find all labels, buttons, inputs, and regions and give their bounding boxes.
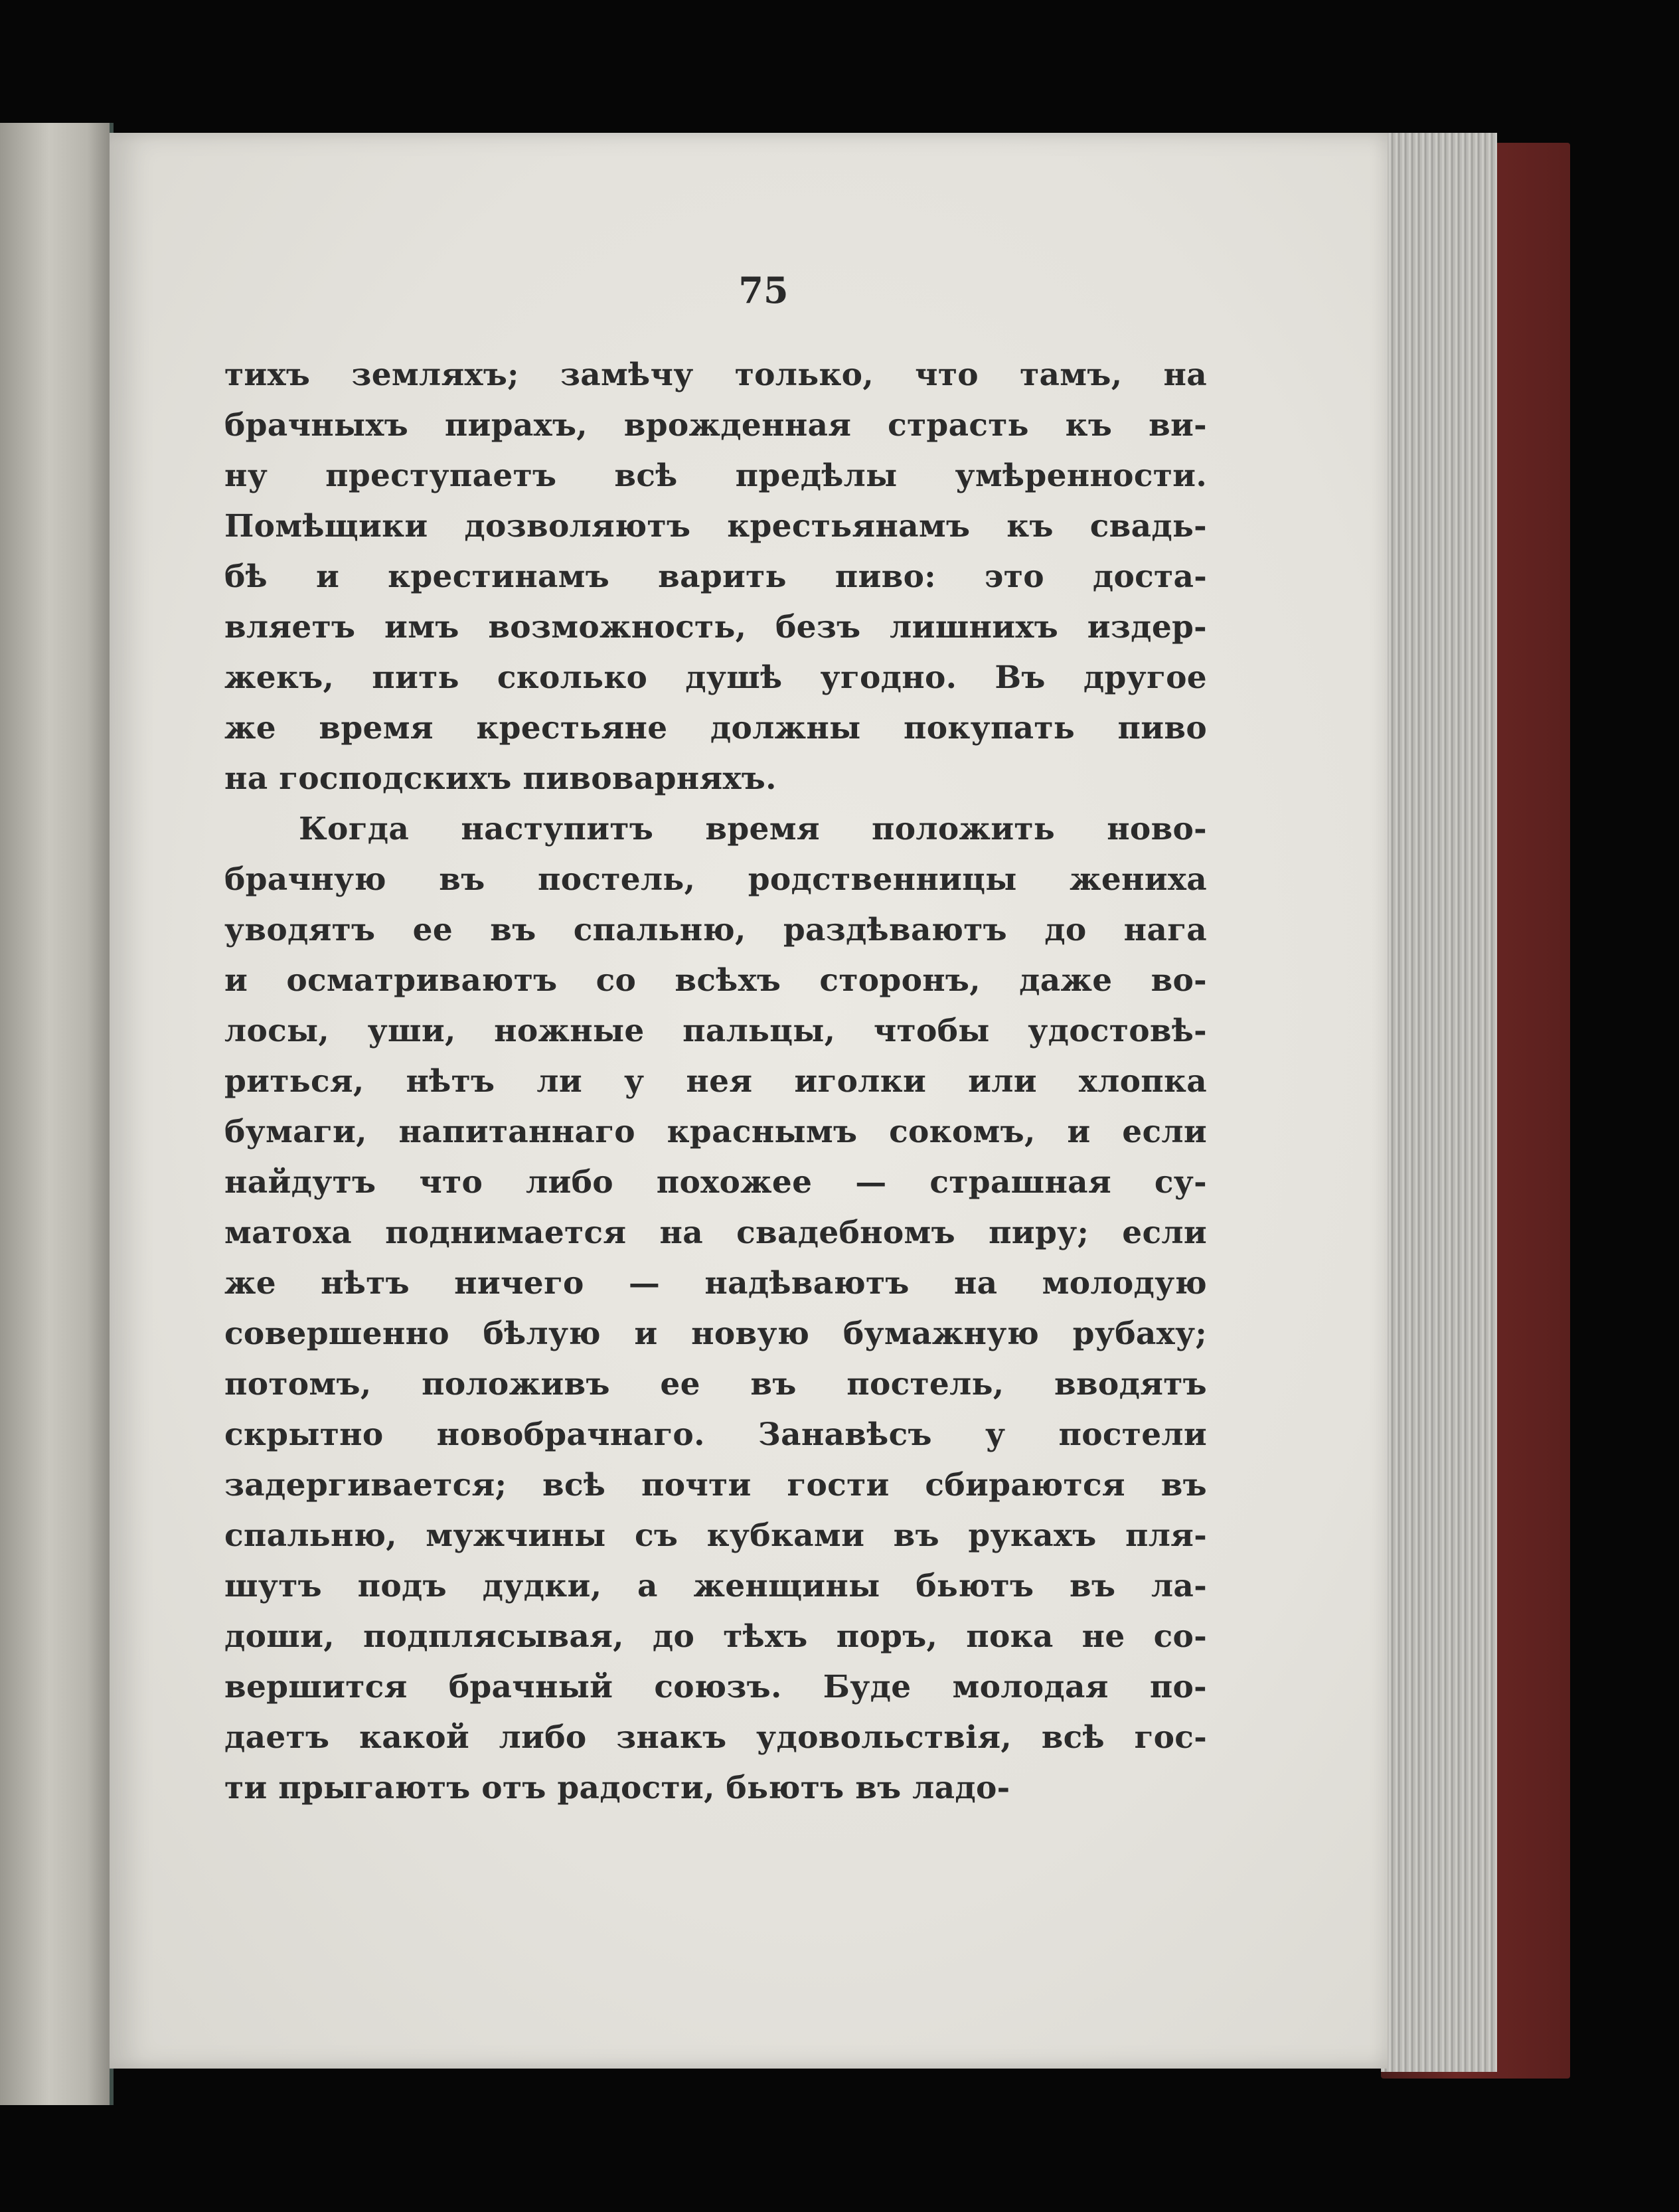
text-line: ти прыгаютъ отъ радости, бьютъ въ ладо- xyxy=(224,1770,1010,1806)
page-edges xyxy=(1381,133,1497,2072)
text-line: Помѣщики дозволяютъ крестьянамъ къ свадь- xyxy=(224,508,1207,545)
paragraph xyxy=(224,804,1207,1814)
text-line: бумаги, напитаннаго краснымъ сокомъ, и если xyxy=(224,1114,1207,1150)
text-line: на господскихъ пивоварняхъ. xyxy=(224,760,777,797)
text-line: потомъ, положивъ ее въ постель, вводятъ xyxy=(224,1366,1207,1403)
text-line: ну преступаетъ всѣ предѣлы умѣренности. xyxy=(224,458,1207,494)
text-line: брачную въ постель, родственницы жениха xyxy=(224,861,1207,898)
text-line: же нѣтъ ничего — надѣваютъ на молодую xyxy=(224,1265,1207,1302)
text-line: совершенно бѣлую и новую бумажную рубаху; xyxy=(224,1316,1207,1352)
text-line: жекъ, пить сколько душѣ угодно. Въ другое xyxy=(224,659,1207,696)
page-number: 75 xyxy=(738,269,789,311)
left-page-edge xyxy=(0,123,114,2105)
text-line: спальню, мужчины съ кубками въ рукахъ пля- xyxy=(224,1517,1207,1554)
text-line: матоха поднимается на свадебномъ пиру; если xyxy=(224,1215,1207,1251)
book-page xyxy=(110,133,1388,2069)
text-line: же время крестьяне должны покупать пиво xyxy=(224,710,1207,746)
text-line: брачныхъ пирахъ, врожденная страсть къ ви- xyxy=(224,407,1207,444)
text-line: риться, нѣтъ ли у нея иголки или хлопка xyxy=(224,1063,1207,1100)
text-line: даетъ какой либо знакъ удовольствія, всѣ гос- xyxy=(224,1719,1207,1756)
text-line: найдутъ что либо похожее — страшная су- xyxy=(224,1164,1207,1201)
text-line: уводятъ ее въ спальню, раздѣваютъ до нага xyxy=(224,912,1207,948)
text-line: лосы, уши, ножные пальцы, чтобы удостовѣ- xyxy=(224,1013,1207,1049)
text-line: бѣ и крестинамъ варить пиво: это достa- xyxy=(224,558,1207,595)
text-line: Когда наступитъ время положить ново- xyxy=(299,811,1207,847)
text-line: вляетъ имъ возможность, безъ лишнихъ издер- xyxy=(224,609,1207,645)
text-line: задергивается; всѣ почти гости сбираются въ xyxy=(224,1467,1207,1503)
text-line: тихъ земляхъ; замѣчу только, что тамъ, на xyxy=(224,357,1207,393)
text-line: доши, подплясывая, до тѣхъ поръ, пока не со- xyxy=(224,1618,1207,1655)
text-line: скрытно новобрачнаго. Занавѣсъ у постели xyxy=(224,1416,1207,1453)
paragraph xyxy=(224,350,1207,804)
text-line: и осматриваютъ со всѣхъ сторонъ, даже во- xyxy=(224,962,1207,999)
text-line: шутъ подъ дудки, а женщины бьютъ въ ла- xyxy=(224,1568,1207,1604)
body-text xyxy=(224,350,1207,1814)
text-line: вершится брачный союзъ. Буде молодая по- xyxy=(224,1669,1207,1705)
